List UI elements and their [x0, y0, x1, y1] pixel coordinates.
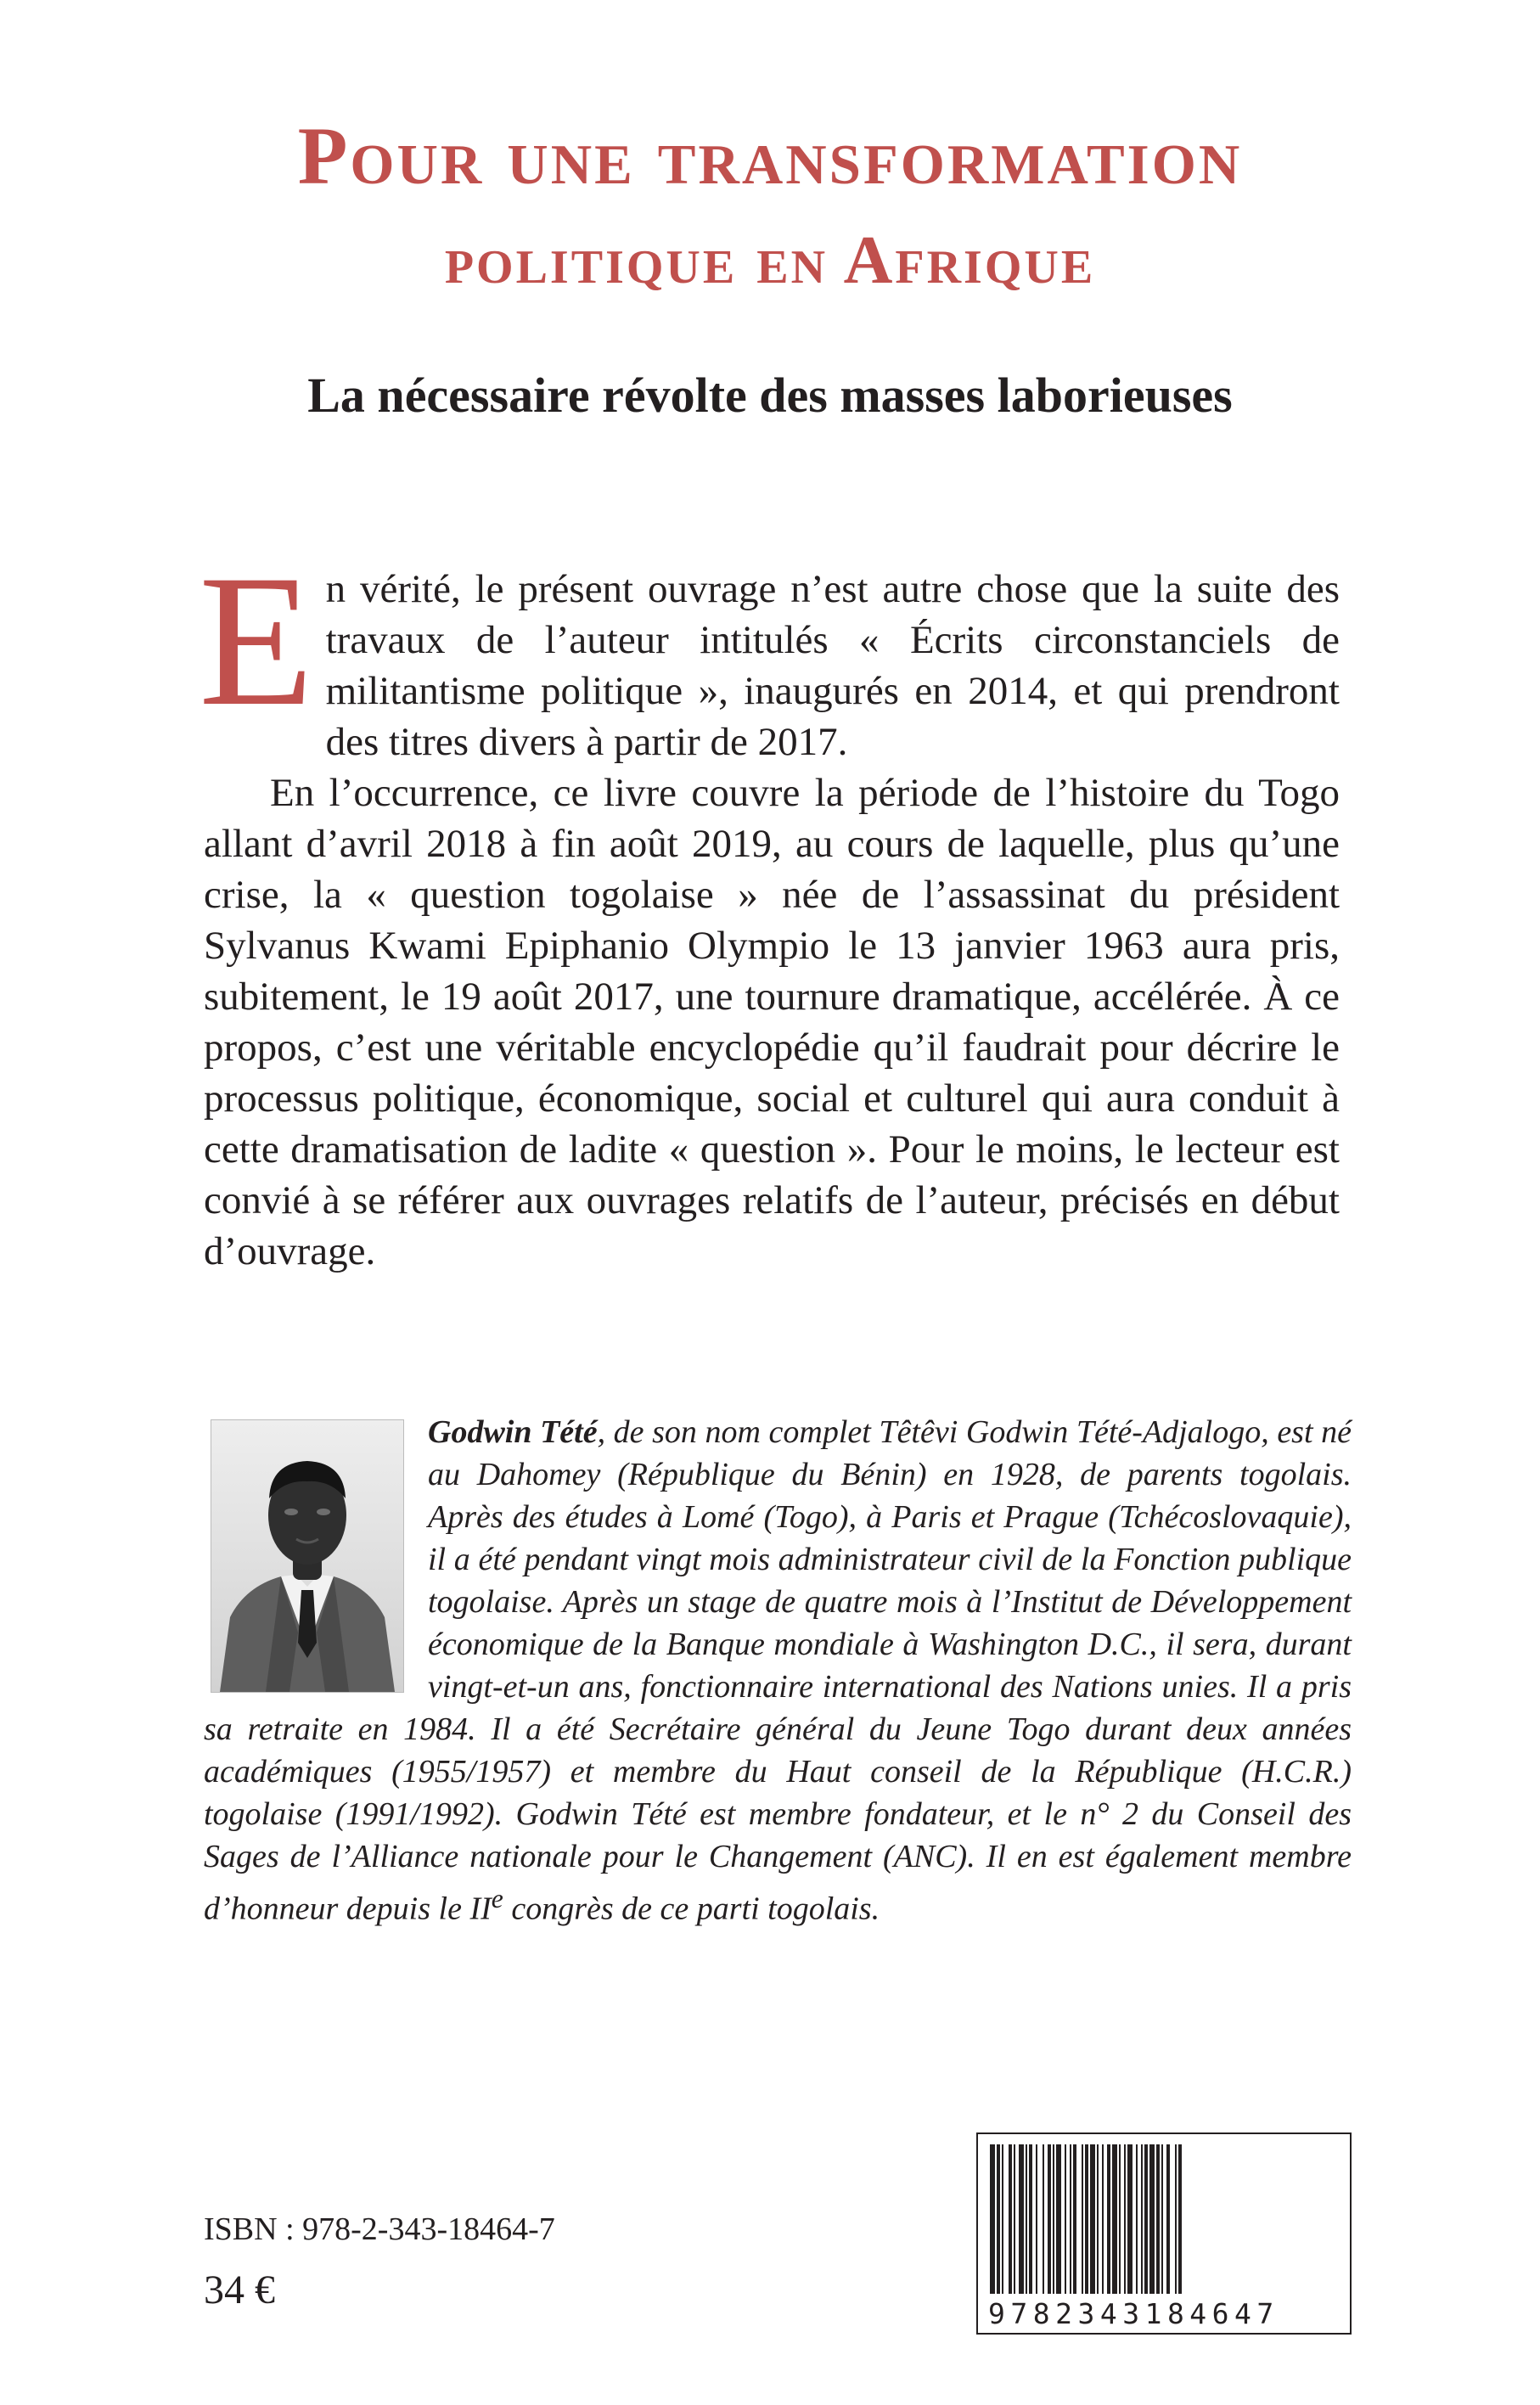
portrait-spacer: [204, 1411, 428, 1693]
book-title-line-1: Pour une transformation: [297, 110, 1243, 201]
barcode-bar: [1124, 2144, 1126, 2294]
barcode: [976, 2132, 1352, 2335]
drop-cap: E: [199, 537, 314, 745]
barcode-bar: [1070, 2144, 1071, 2294]
barcode-bar: [1141, 2144, 1143, 2294]
barcode-digits: 9782343184647: [988, 2297, 1279, 2330]
barcode-bar: [1048, 2144, 1051, 2294]
barcode-bar: [1119, 2144, 1121, 2294]
barcode-bar: [1090, 2144, 1095, 2294]
barcode-bar: [1166, 2144, 1170, 2294]
barcode-bar: [1019, 2144, 1024, 2294]
barcode-bar: [1112, 2144, 1117, 2294]
barcode-bar: [1082, 2144, 1083, 2294]
barcode-bar: [1026, 2144, 1027, 2294]
barcode-bar: [1102, 2144, 1104, 2294]
barcode-bar: [1014, 2144, 1015, 2294]
isbn: ISBN : 978-2-343-18464-7: [204, 2211, 555, 2247]
barcode-bar: [1161, 2144, 1163, 2294]
biography-text: , de son nom complet Têtêvi Godwin Tété-Adjalogo, est né au Dahomey (République du Bénin) en 1928, de parents togolais. Après des études à Lomé (Togo), à Paris et Prague (Tchécoslovaquie), il a été pendant vingt mois administrateur civil de la Fonction publique togolaise. Après un stage de quatre mois à l’Institut de Développement économique de la Banque mondiale à Washington D.C., il sera, durant vingt-et-un ans, fonctionnaire international des Nations unies. Il a pris sa retraite en 1984. Il a été Secrétaire général du Jeune Togo durant deux années académiques (1955/1957) et membre du Haut conseil de la République (H.C.R.) togolaise (1991/1992). Godwin Tété est membre fondateur, et le n° 2 du Conseil des Sages de l’Alliance nationale pour le Changement (ANC). Il en est également membre d’honneur depuis le II: [204, 1414, 1352, 1927]
barcode-bar: [1009, 2144, 1012, 2294]
barcode-bar: [1107, 2144, 1110, 2294]
barcode-bar: [1156, 2144, 1160, 2294]
book-subtitle: La nécessaire révolte des masses laborieuses: [307, 368, 1233, 423]
barcode-bar: [1029, 2144, 1032, 2294]
barcode-bar: [1043, 2144, 1044, 2294]
biography-text-end: congrès de ce parti togolais.: [503, 1891, 880, 1927]
barcode-bar: [1036, 2144, 1037, 2294]
barcode-bar: [1178, 2144, 1182, 2294]
barcode-bar: [1149, 2144, 1155, 2294]
barcode-bar: [1175, 2144, 1177, 2294]
summary-paragraph-2: En l’occurrence, ce livre couvre la période de l’histoire du Togo allant d’avril 2018 à fin août 2019, au cours de laquelle, plus qu’une crise, la « question togolaise » née de l’assassinat du président Sylvanus Kwami Epiphanio Olympio le 13 janvier 1963 aura pris, subitement, le 19 août 2017, une tournure dramatique, accélérée. À ce propos, c’est une véritable encyclopédie qu’il faudrait pour décrire le processus politique, économique, social et culturel qui aura conduit à cette dramatisation de ladite « question ». Pour le moins, le lecteur est convié à se référer aux ouvrages relatifs de l’auteur, précisés en début d’ouvrage.: [204, 771, 1340, 1273]
summary-paragraph-1: [199, 537, 1340, 767]
barcode-bar: [1056, 2144, 1061, 2294]
price: 34 €: [204, 2267, 275, 2312]
barcode-bar: [1127, 2144, 1133, 2294]
barcode-bar: [1053, 2144, 1054, 2294]
barcode-bar: [1144, 2144, 1148, 2294]
author-name: Godwin Tété: [428, 1414, 598, 1450]
summary-paragraph-1-text: n vérité, le présent ouvrage n’est autre chose que la suite des travaux de l’auteur intitulés « Écrits circonstanciels de militantisme politique », inaugurés en 2014, et qui prendront des titres divers à partir de 2017.: [325, 567, 1340, 764]
book-title-line-2: politique en Afrique: [444, 223, 1096, 298]
author-biography: [204, 1411, 1352, 1930]
barcode-bar: [990, 2144, 995, 2294]
barcode-bar: [1073, 2144, 1076, 2294]
barcode-bar: [1065, 2144, 1066, 2294]
barcode-bar: [1136, 2144, 1138, 2294]
biography-superscript: e: [491, 1884, 503, 1913]
barcode-bar: [1002, 2144, 1003, 2294]
barcode-bar: [997, 2144, 1000, 2294]
barcode-bar: [1097, 2144, 1099, 2294]
summary-text: [199, 537, 1340, 1277]
barcode-bar: [1085, 2144, 1088, 2294]
